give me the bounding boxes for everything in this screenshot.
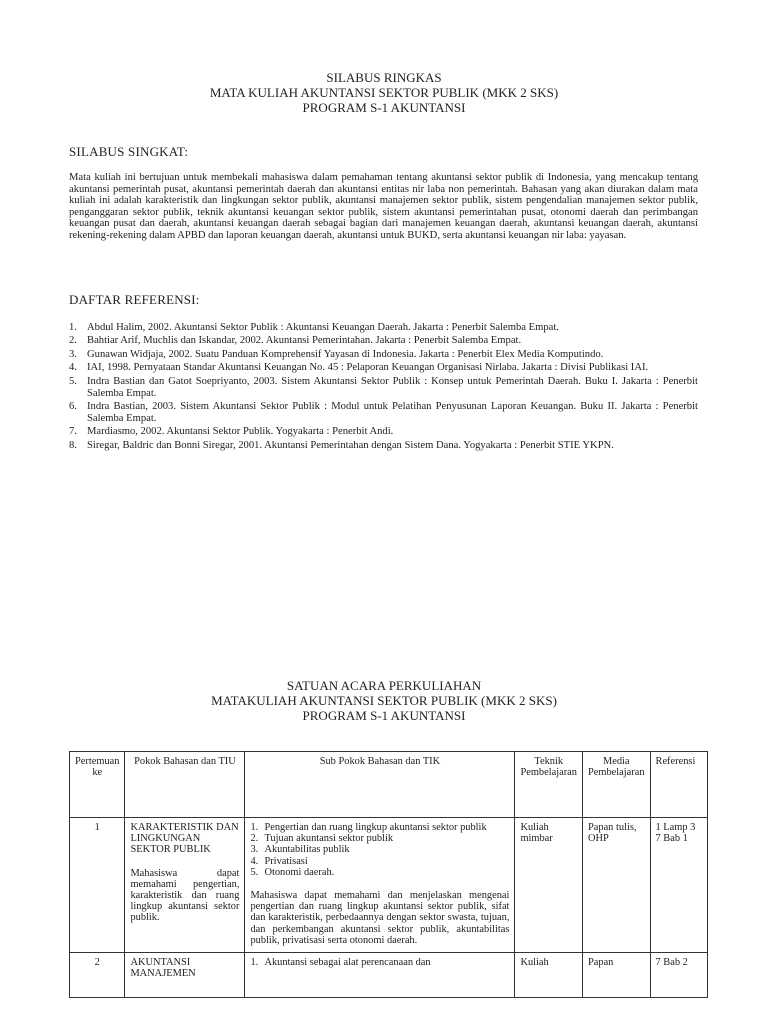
header-teknik: Teknik Pembelajaran bbox=[515, 752, 583, 818]
reference-item: 3. Gunawan Widjaja, 2002. Suatu Panduan Komprehensif Yayasan di Indonesia. Jakarta : Penerbit Elex Media Komputindo. bbox=[69, 348, 604, 360]
sub-pokok-bahasan-cell bbox=[245, 818, 515, 953]
list-item: 5. Otonomi daerah. bbox=[250, 866, 335, 878]
list-item: 2. Tujuan akuntansi sektor publik bbox=[250, 833, 394, 845]
reference-item: 1. Abdul Halim, 2002. Akuntansi Sektor Publik : Akuntansi Keuangan Daerah. Jakarta : Penerbit Salemba Empat. bbox=[69, 322, 559, 333]
header-pertemuan: Pertemuan ke bbox=[70, 752, 125, 818]
topic-title: AKUNTANSI MANAJEMEN bbox=[130, 957, 196, 980]
table-row bbox=[70, 953, 708, 998]
teknik-cell: Kuliah mimbar bbox=[515, 818, 583, 953]
tik-text: Mahasiswa dapat memahami dan menjelaskan mengenai pengertian dan ruang lingkup akuntansi sektor publik, sifat dan karakteristik, perbedaannya dengan sektor swasta, tujuan, dan perkembangan akuntansi sektor publik, akuntabilitas publik, privatisasi serta otonomi daerah. bbox=[250, 890, 510, 946]
reference-item: 7. Mardiasmo, 2002. Akuntansi Sektor Publik. Yogyakarta : Penerbit Andi. bbox=[69, 426, 394, 438]
referensi-entry: 1 Lamp 3 bbox=[655, 822, 696, 833]
list-item: 1. Pengertian dan ruang lingkup akuntansi sektor publik bbox=[250, 822, 487, 833]
reference-item: 8. Siregar, Baldric dan Bonni Siregar, 2001. Akuntansi Pemerintahan dengan Sistem Dana. Yogyakarta : Penerbit STIE YKPN. bbox=[69, 439, 614, 451]
syllabus-title-line-2: MATA KULIAH AKUNTANSI SEKTOR PUBLIK (MKK 2 SKS) bbox=[209, 85, 559, 100]
sub-topic-list bbox=[250, 957, 509, 968]
header-sub-pokok-bahasan: Sub Pokok Bahasan dan TIK bbox=[245, 752, 515, 818]
teknik-cell: Kuliah bbox=[515, 953, 583, 998]
header-referensi: Referensi bbox=[650, 752, 707, 818]
pertemuan-number: 1 bbox=[70, 818, 125, 953]
list-item: 1. Akuntansi sebagai alat perencanaan dan bbox=[250, 957, 431, 969]
syllabus-title bbox=[0, 70, 768, 115]
sap-title-line-2: MATAKULIAH AKUNTANSI SEKTOR PUBLIK (MKK 2 SKS) bbox=[211, 693, 557, 708]
pokok-bahasan-cell bbox=[125, 818, 245, 953]
topic-title: KARAKTERISTIK DAN LINGKUNGAN SEKTOR PUBLIK bbox=[130, 822, 239, 856]
syllabus-title-line-3: PROGRAM S-1 AKUNTANSI bbox=[302, 100, 466, 115]
reference-item: 6. Indra Bastian, 2003. Sistem Akuntansi Sektor Publik : Modul untuk Pelatihan Penyusunan Laporan Keuangan. Buku II. Jakarta : Penerbit Salemba Empat. bbox=[69, 401, 698, 424]
referensi-entry: 7 Bab 1 bbox=[655, 833, 688, 845]
reference-list bbox=[69, 322, 698, 453]
pokok-bahasan-cell bbox=[125, 953, 245, 998]
table-header-row bbox=[70, 752, 708, 818]
reference-item: 2. Bahtiar Arif, Muchlis dan Iskandar, 2002. Akuntansi Pemerintahan. Jakarta : Penerbit Salemba Empat. bbox=[69, 335, 522, 347]
sap-title-line-1: SATUAN ACARA PERKULIAHAN bbox=[286, 678, 482, 693]
sub-pokok-bahasan-cell bbox=[245, 953, 515, 998]
reference-item: 4. IAI, 1998. Pernyataan Standar Akuntansi Keuangan No. 45 : Pelaporan Keuangan Organisasi Nirlaba. Jakarta : Divisi Publikasi IAI. bbox=[69, 362, 649, 374]
referensi-cell bbox=[650, 818, 707, 953]
list-item: 4. Privatisasi bbox=[250, 855, 308, 867]
syllabus-title-line-1: SILABUS RINGKAS bbox=[326, 70, 442, 85]
referensi-heading: DAFTAR REFERENSI: bbox=[69, 292, 200, 307]
media-cell: Papan bbox=[582, 953, 650, 998]
media-cell: Papan tulis, OHP bbox=[582, 818, 650, 953]
sap-title bbox=[0, 678, 768, 723]
silabus-paragraph: Mata kuliah ini bertujuan untuk membekali mahasiswa dalam pemahaman tentang akuntansi sektor publik di Indonesia, yang mencakup tentang akuntansi pemerintah pusat, akuntansi pemerintah daerah dan akuntansi entitas nir laba non pemerintah. Bahasan yang akan diurakan dalam mata kuliah ini adalah karakteristik dan lingkungan sektor publik, akuntansi manajemen sektor publik, sistem pengendalian manajemen sektor publik, penganggaran sektor publik, teknik akuntansi keuangan sektor publik, sistem akuntansi pemerintahan pusat, otonomi daerah dan perimbangan keuangan pusat dan daerah, akuntansi keuangan daerah sebagai bagian dari manajemen keuangan daerah, akuntansi keuangan daerah, akuntansi rekening-rekening dalam APBD dan laporan keuangan daerah, akuntansi untuk BUKD, serta akuntansi keuangan nir laba: yayasan. bbox=[69, 172, 698, 241]
sub-topic-list bbox=[250, 822, 509, 878]
sap-title-line-3: PROGRAM S-1 AKUNTANSI bbox=[302, 708, 466, 723]
table-row bbox=[70, 818, 708, 953]
tiu-text: Mahasiswa dapat memahami pengertian, karakteristik dan ruang lingkup akuntansi sektor publik. bbox=[130, 867, 240, 924]
list-item: 3. Akuntabilitas publik bbox=[250, 844, 350, 856]
sap-table bbox=[69, 751, 708, 998]
silabus-heading: SILABUS SINGKAT: bbox=[69, 144, 189, 159]
pertemuan-number: 2 bbox=[70, 953, 125, 998]
header-media: Media Pembelajaran bbox=[582, 752, 650, 818]
referensi-entry: 7 Bab 2 bbox=[655, 957, 688, 969]
referensi-cell bbox=[650, 953, 707, 998]
reference-item: 5. Indra Bastian dan Gatot Soepriyanto, 2003. Sistem Akuntansi Sektor Publik : Konsep untuk Pemerintah Daerah. Buku I. Jakarta : Penerbit Salemba Empat. bbox=[69, 375, 698, 399]
header-pokok-bahasan: Pokok Bahasan dan TIU bbox=[125, 752, 245, 818]
